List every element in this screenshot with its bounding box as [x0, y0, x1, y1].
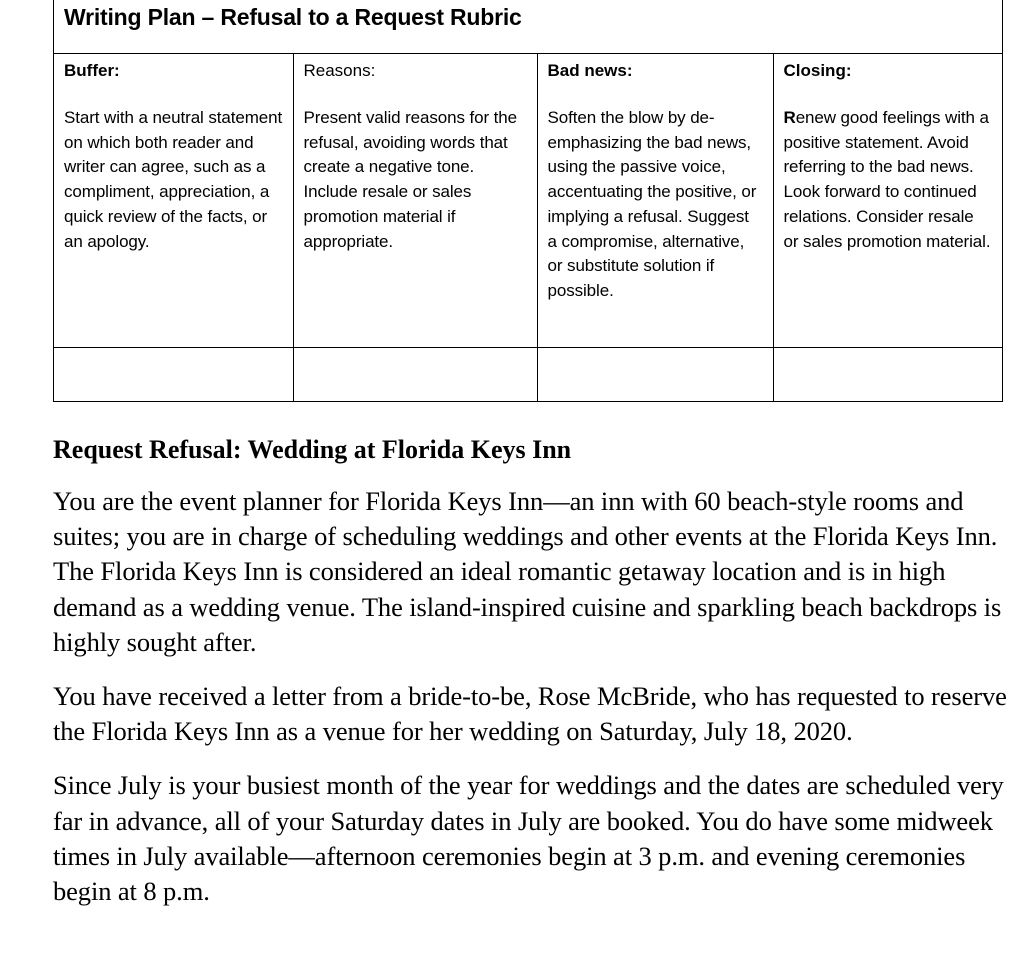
bad-news-answer-cell[interactable]	[537, 348, 773, 402]
reasons-heading: Reasons:	[303, 61, 376, 80]
reasons-description	[304, 106, 527, 254]
article-paragraph-3: Since July is your busiest month of the year for weddings and the dates are scheduled very far in advance, all of your Saturday dates in July are booked. You do have some midweek times in July available—afternoon ceremonies begin at 3 p.m. and evening ceremonies begin at 8 p.m.	[53, 770, 1004, 907]
reasons-cell	[293, 54, 537, 348]
buffer-description-text: Start with a neutral statement on which both reader and writer can agree, such as a compliment, appreciation, a quick review of the facts, or an apology.	[64, 108, 283, 251]
article-heading: Request Refusal: Wedding at Florida Keys Inn	[53, 435, 572, 464]
buffer-cell	[54, 54, 293, 348]
closing-cell	[773, 54, 1002, 348]
rubric-grid	[54, 53, 1002, 402]
article-paragraph-2: You have received a letter from a bride-to-be, Rose McBride, who has requested to reserve the Florida Keys Inn as a venue for her wedding on Saturday, July 18, 2020.	[53, 681, 1007, 747]
assignment-article	[53, 433, 1008, 909]
bad-news-description	[548, 106, 763, 304]
article-paragraph-1: You are the event planner for Florida Keys Inn—an inn with 60 beach-style rooms and suites; you are in charge of scheduling weddings and other events at the Florida Keys Inn. The Florida Keys Inn is considered an ideal romantic getaway location and is in high demand as a wedding venue. The island-inspired cuisine and sparkling beach backdrops is highly sought after.	[53, 486, 1002, 657]
bad-news-description-text: Soften the blow by de-emphasizing the bad news, using the passive voice, accentuating the positive, or implying a refusal. Suggest a compromise, alternative, or substitute solution if possible.	[547, 108, 757, 300]
rubric-title: Writing Plan – Refusal to a Request Rubric	[64, 4, 522, 30]
closing-answer-cell[interactable]	[773, 348, 1002, 402]
closing-description-text: enew good feelings with a positive statement. Avoid referring to the bad news. Look forward to continued relations. Consider resale or sales promotion material.	[783, 108, 991, 251]
rubric-empty-row	[54, 348, 1002, 402]
closing-description	[784, 106, 993, 254]
reasons-description-text: Present valid reasons for the refusal, avoiding words that create a negative tone. Include resale or sales promotion material if appropriate.	[303, 108, 517, 251]
closing-description-lead: R	[783, 108, 796, 127]
closing-heading: Closing:	[783, 61, 852, 80]
rubric-table	[53, 0, 1003, 402]
buffer-description	[64, 106, 283, 254]
bad-news-heading: Bad news:	[547, 61, 633, 80]
reasons-answer-cell[interactable]	[293, 348, 537, 402]
buffer-answer-cell[interactable]	[54, 348, 293, 402]
rubric-content-row	[54, 54, 1002, 348]
bad-news-cell	[537, 54, 773, 348]
buffer-heading: Buffer:	[64, 61, 120, 80]
